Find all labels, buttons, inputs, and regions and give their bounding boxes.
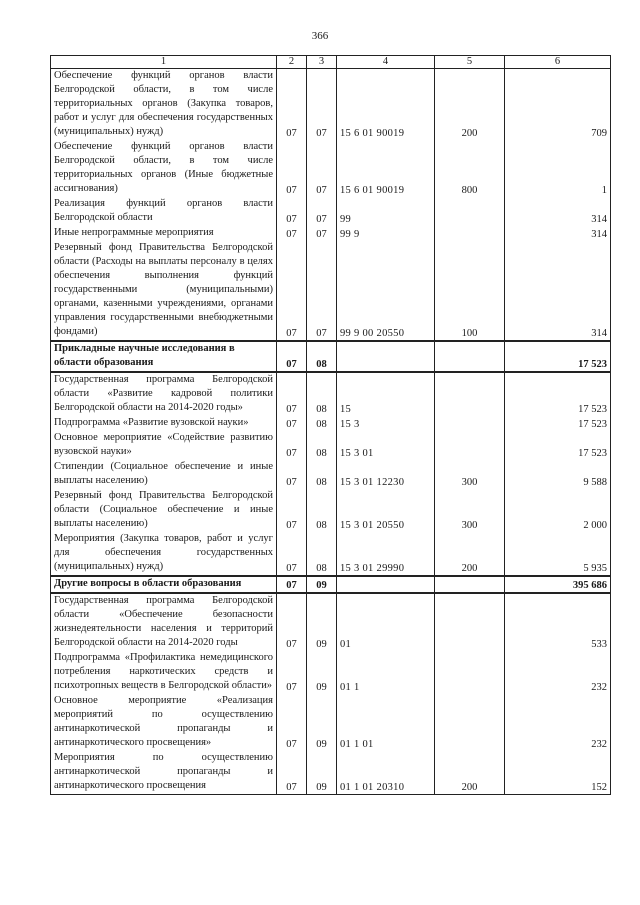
table-row (51, 651, 611, 694)
amount-value: 17 523 (505, 416, 611, 431)
subsection-code: 08 (307, 416, 337, 431)
section-code: 07 (277, 751, 307, 795)
table-row (51, 69, 611, 141)
section-code: 07 (277, 140, 307, 197)
table-row (51, 489, 611, 532)
expense-type-code: 800 (435, 140, 505, 197)
row-description: Основное мероприятие «Реализация мероприятий по осуществлению антинаркотической пропаганды и антинаркотического просвещения» (51, 694, 277, 751)
subsection-code: 09 (307, 593, 337, 651)
expense-type-code (435, 651, 505, 694)
table-row (51, 751, 611, 795)
amount-value: 395 686 (505, 576, 611, 593)
table-row (51, 593, 611, 651)
section-code: 07 (277, 489, 307, 532)
section-row (51, 341, 611, 372)
target-article-code: 15 3 01 12230 (337, 460, 435, 489)
amount-value: 17 523 (505, 431, 611, 460)
section-code: 07 (277, 416, 307, 431)
amount-value: 314 (505, 226, 611, 241)
section-code: 07 (277, 226, 307, 241)
subsection-code: 08 (307, 341, 337, 372)
target-article-code: 99 9 00 20550 (337, 241, 435, 341)
table-header-row (51, 56, 611, 69)
section-code: 07 (277, 694, 307, 751)
amount-value: 5 935 (505, 532, 611, 576)
table-row (51, 241, 611, 341)
amount-value: 533 (505, 593, 611, 651)
section-code: 07 (277, 69, 307, 141)
amount-value: 232 (505, 651, 611, 694)
row-description: Основное мероприятие «Содействие развитию вузовской науки» (51, 431, 277, 460)
row-description: Обеспечение функций органов власти Белгородской области, в том числе территориальных органов (Иные бюджетные ассигнования) (51, 140, 277, 197)
expense-type-code (435, 593, 505, 651)
amount-value: 709 (505, 69, 611, 141)
target-article-code (337, 576, 435, 593)
amount-value: 17 523 (505, 341, 611, 372)
expense-type-code (435, 416, 505, 431)
column-header: 5 (435, 56, 505, 69)
row-description: Подпрограмма «Профилактика немедицинского потребления наркотических средств и психотропных веществ в Белгородской области» (51, 651, 277, 694)
expense-type-code (435, 341, 505, 372)
table-row (51, 532, 611, 576)
row-description: Иные непрограммные мероприятия (51, 226, 277, 241)
table-row (51, 460, 611, 489)
section-code: 07 (277, 593, 307, 651)
row-description: Прикладные научные исследования в области образования (51, 341, 277, 372)
row-description: Другие вопросы в области образования (51, 576, 277, 593)
target-article-code (337, 341, 435, 372)
section-code: 07 (277, 241, 307, 341)
amount-value: 152 (505, 751, 611, 795)
page-number: 366 (311, 30, 329, 42)
subsection-code: 09 (307, 576, 337, 593)
expense-type-code: 200 (435, 532, 505, 576)
subsection-code: 07 (307, 69, 337, 141)
section-code: 07 (277, 431, 307, 460)
table-row (51, 226, 611, 241)
target-article-code: 15 3 (337, 416, 435, 431)
row-description: Государственная программа Белгородской области «Обеспечение безопасности жизнедеятельности населения и территорий Белгородской области на 2014-2020 годы (51, 593, 277, 651)
expense-type-code (435, 576, 505, 593)
section-code: 07 (277, 532, 307, 576)
subsection-code: 08 (307, 372, 337, 416)
expense-type-code (435, 372, 505, 416)
subsection-code: 09 (307, 751, 337, 795)
table-row (51, 140, 611, 197)
subsection-code: 07 (307, 226, 337, 241)
target-article-code: 15 6 01 90019 (337, 140, 435, 197)
row-description: Мероприятия (Закупка товаров, работ и услуг для обеспечения государственных (муниципальных) нужд) (51, 532, 277, 576)
expense-type-code: 200 (435, 751, 505, 795)
amount-value: 314 (505, 197, 611, 226)
column-header: 6 (505, 56, 611, 69)
expense-type-code (435, 197, 505, 226)
target-article-code: 01 1 01 (337, 694, 435, 751)
subsection-code: 09 (307, 694, 337, 751)
expense-type-code: 300 (435, 489, 505, 532)
target-article-code: 15 3 01 29990 (337, 532, 435, 576)
target-article-code: 01 1 01 20310 (337, 751, 435, 795)
amount-value: 9 588 (505, 460, 611, 489)
row-description: Резервный фонд Правительства Белгородской области (Расходы на выплаты персоналу в целях обеспечения выполнения функций государственными (муниципальными) органами, казенными учреждениями, органами управления государственными внебюджетными фондами) (51, 241, 277, 341)
amount-value: 2 000 (505, 489, 611, 532)
expense-type-code: 300 (435, 460, 505, 489)
row-description: Государственная программа Белгородской области «Развитие кадровой политики Белгородской области на 2014-2020 годы» (51, 372, 277, 416)
target-article-code: 15 3 01 (337, 431, 435, 460)
target-article-code: 15 3 01 20550 (337, 489, 435, 532)
expense-type-code: 200 (435, 69, 505, 141)
amount-value: 17 523 (505, 372, 611, 416)
target-article-code: 99 9 (337, 226, 435, 241)
target-article-code: 01 1 (337, 651, 435, 694)
subsection-code: 07 (307, 241, 337, 341)
row-description: Резервный фонд Правительства Белгородской области (Социальное обеспечение и иные выплаты населению) (51, 489, 277, 532)
target-article-code: 99 (337, 197, 435, 226)
subsection-code: 08 (307, 431, 337, 460)
table-row (51, 372, 611, 416)
row-description: Стипендии (Социальное обеспечение и иные выплаты населению) (51, 460, 277, 489)
expense-type-code (435, 694, 505, 751)
column-header: 4 (337, 56, 435, 69)
target-article-code: 01 (337, 593, 435, 651)
amount-value: 232 (505, 694, 611, 751)
section-code: 07 (277, 341, 307, 372)
section-code: 07 (277, 651, 307, 694)
amount-value: 314 (505, 241, 611, 341)
column-header: 3 (307, 56, 337, 69)
subsection-code: 07 (307, 140, 337, 197)
section-code: 07 (277, 576, 307, 593)
section-code: 07 (277, 460, 307, 489)
target-article-code: 15 6 01 90019 (337, 69, 435, 141)
row-description: Подпрограмма «Развитие вузовской науки» (51, 416, 277, 431)
row-description: Реализация функций органов власти Белгородской области (51, 197, 277, 226)
table-row (51, 416, 611, 431)
expense-type-code (435, 226, 505, 241)
target-article-code: 15 (337, 372, 435, 416)
section-row (51, 576, 611, 593)
amount-value: 1 (505, 140, 611, 197)
subsection-code: 07 (307, 197, 337, 226)
row-description: Обеспечение функций органов власти Белгородской области, в том числе территориальных органов (Закупка товаров, работ и услуг для обеспечения государственных (муниципальных) нужд) (51, 69, 277, 141)
row-description: Мероприятия по осуществлению антинаркотической пропаганды и антинаркотического просвещения (51, 751, 277, 795)
subsection-code: 08 (307, 489, 337, 532)
section-code: 07 (277, 372, 307, 416)
subsection-code: 08 (307, 460, 337, 489)
subsection-code: 09 (307, 651, 337, 694)
column-header: 1 (51, 56, 277, 69)
budget-table (50, 55, 611, 795)
subsection-code: 08 (307, 532, 337, 576)
expense-type-code: 100 (435, 241, 505, 341)
section-code: 07 (277, 197, 307, 226)
table-row (51, 694, 611, 751)
table-row (51, 431, 611, 460)
column-header: 2 (277, 56, 307, 69)
table-row (51, 197, 611, 226)
expense-type-code (435, 431, 505, 460)
